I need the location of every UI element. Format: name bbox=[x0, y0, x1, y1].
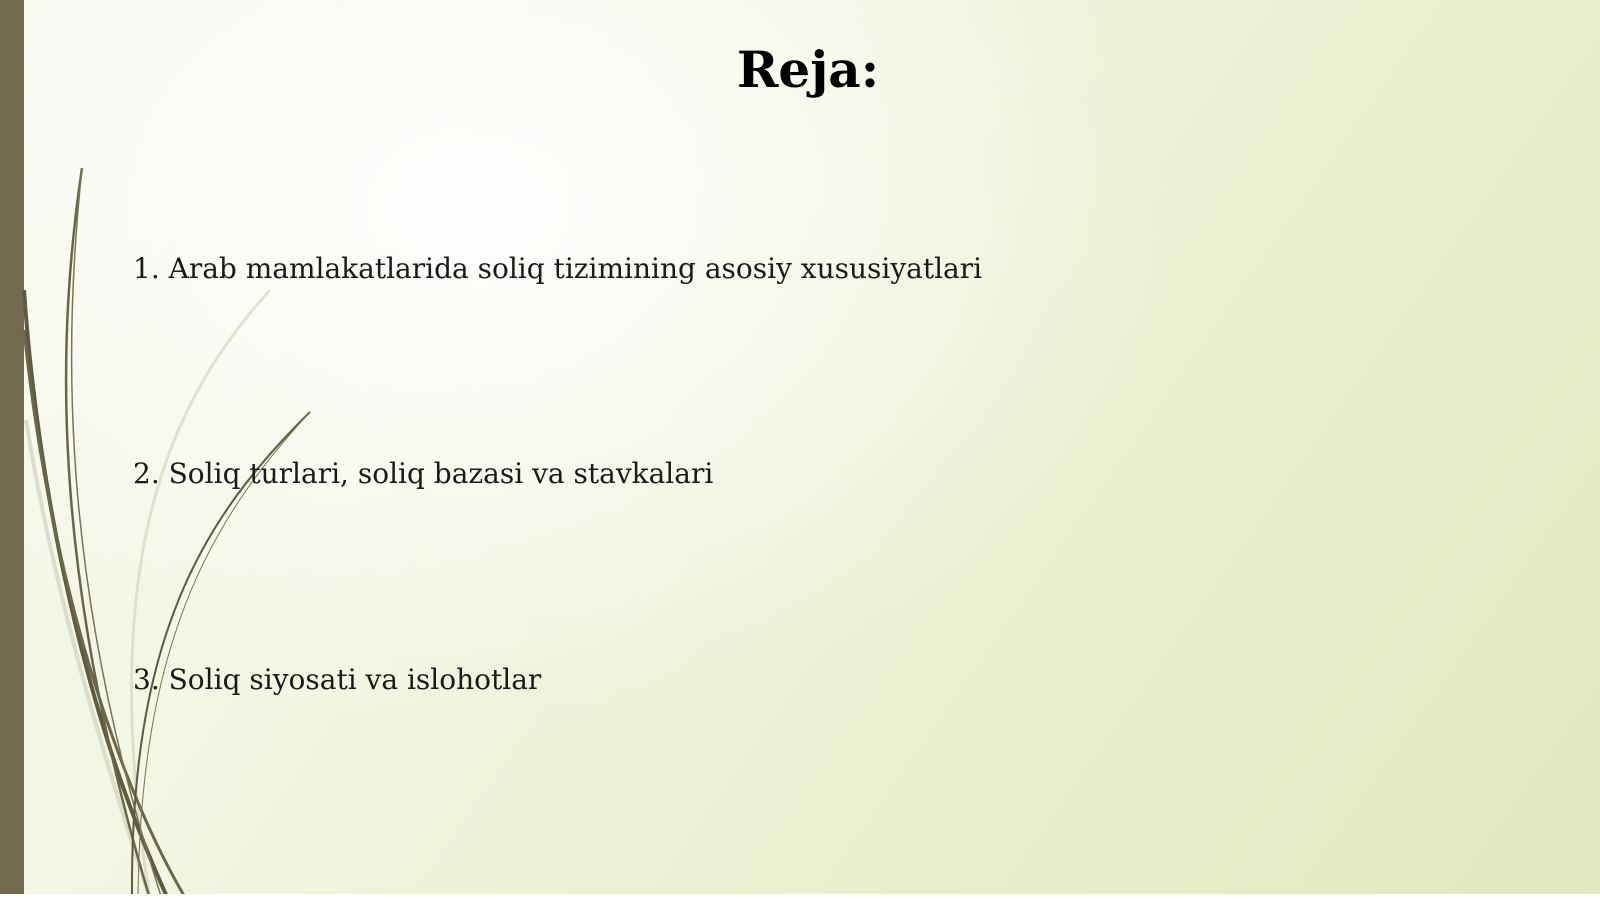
list-item: 2. Soliq turlari, soliq bazasi va stavkalari bbox=[133, 457, 714, 490]
bottom-edge bbox=[0, 894, 1600, 899]
list-item: 3. Soliq siyosati va islohotlar bbox=[133, 663, 542, 696]
grass-decoration bbox=[0, 0, 340, 899]
slide-title: Reja: bbox=[736, 40, 880, 99]
list-item: 1. Arab mamlakatlarida soliq tizimining asosiy xususiyatlari bbox=[133, 252, 983, 285]
